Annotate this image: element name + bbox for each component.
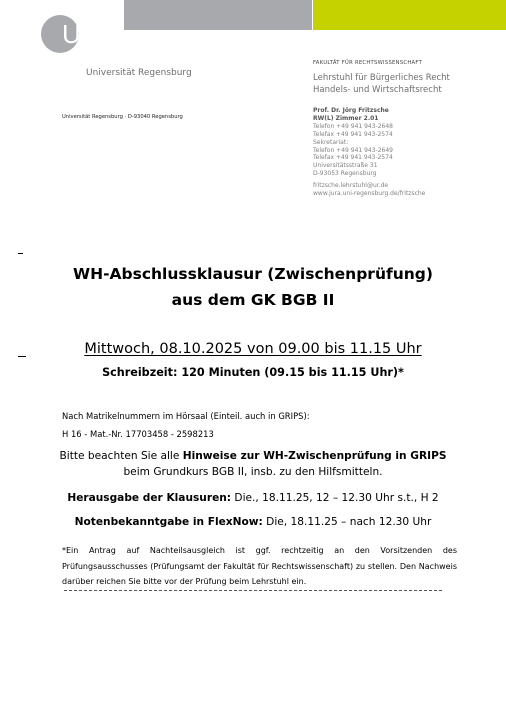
- grades-release-label: Notenbekanntgabe in FlexNow:: [74, 516, 263, 528]
- faculty-name: FAKULTÄT FÜR RECHTSWISSENSCHAFT: [313, 60, 423, 66]
- room-assignment: H 16 - Mat.-Nr. 17703458 - 2598213: [62, 429, 214, 439]
- fax: Telefax +49 941 943-2574: [313, 130, 393, 138]
- exam-title-line-1: WH-Abschlussklausur (Zwischenprüfung): [73, 265, 433, 283]
- grades-release-value: Die, 18.11.25 – nach 12.30 Uhr: [262, 516, 432, 528]
- room-note: Nach Matrikelnummern im Hörsaal (Einteil. auch in GRIPS):: [62, 411, 310, 421]
- fold-mark-upper: [18, 253, 23, 254]
- city: D-93053 Regensburg: [313, 170, 377, 178]
- header-gray-bar: [124, 0, 312, 30]
- street: Universitätsstraße 31: [313, 162, 378, 170]
- logo-letters: UR: [62, 19, 100, 49]
- notice-highlight: Hinweise zur WH-Zwischenprüfung in GRIPS: [182, 450, 447, 462]
- notice: [0, 448, 506, 480]
- footnote: *Ein Antrag auf Nachteilsausgleich ist ggf. rechtzeitig an den Vorsitzenden des Prüfungsausschusses (Prüfungsamt der Fakultät für Rechtswissenschaft) zu stellen. Den Nachweis darüber reichen Sie bitte vor der Prüfung beim Lehrstuhl ein.: [62, 546, 457, 586]
- header-green-bar: [313, 0, 506, 30]
- exam-return-value: Die., 18.11.25, 12 – 12.30 Uhr s.t., H 2: [231, 492, 439, 504]
- secretariat-fax: Telefax +49 941 943-2574: [313, 154, 393, 162]
- exam-date: Mittwoch, 08.10.2025 von 09.00 bis 11.15 Uhr: [84, 341, 422, 357]
- notice-line-1: [0, 448, 506, 464]
- contact-block: [313, 107, 425, 198]
- exam-title: [0, 264, 506, 311]
- chair-name: [313, 72, 450, 96]
- notice-prefix: Bitte beachten Sie alle: [59, 450, 183, 462]
- university-name: Universität Regensburg: [86, 68, 192, 78]
- email: fritzsche.lehrstuhl@ur.de: [313, 182, 389, 190]
- chair-line-1: Lehrstuhl für Bürgerliches Recht: [313, 73, 450, 83]
- grades-release: [0, 514, 506, 530]
- phone: Telefon +49 941 943-2648: [313, 122, 394, 130]
- professor-name: Prof. Dr. Jörg Fritzsche: [313, 107, 389, 114]
- room-number: RW(L) Zimmer 2.01: [313, 114, 379, 122]
- writing-time: Schreibzeit: 120 Minuten (09.15 bis 11.15 Uhr)*: [102, 366, 404, 379]
- exam-title-line-2: aus dem GK BGB II: [171, 291, 335, 309]
- exam-return-label: Herausgabe der Klausuren:: [67, 492, 232, 504]
- secretariat-label: Sekretariat:: [313, 138, 349, 146]
- notice-line-2: beim Grundkurs BGB II, insb. zu den Hilfsmitteln.: [123, 466, 383, 478]
- university-logo: [40, 12, 120, 60]
- sender-address-line: Universität Regensburg · D-93040 Regensburg: [62, 114, 183, 120]
- dashed-divider: [64, 590, 442, 591]
- website: www.jura.uni-regensburg.de/fritzsche: [313, 190, 426, 198]
- secretariat-phone: Telefon +49 941 943-2649: [313, 146, 394, 154]
- chair-line-2: Handels- und Wirtschaftsrecht: [313, 85, 442, 95]
- exam-return: [0, 490, 506, 506]
